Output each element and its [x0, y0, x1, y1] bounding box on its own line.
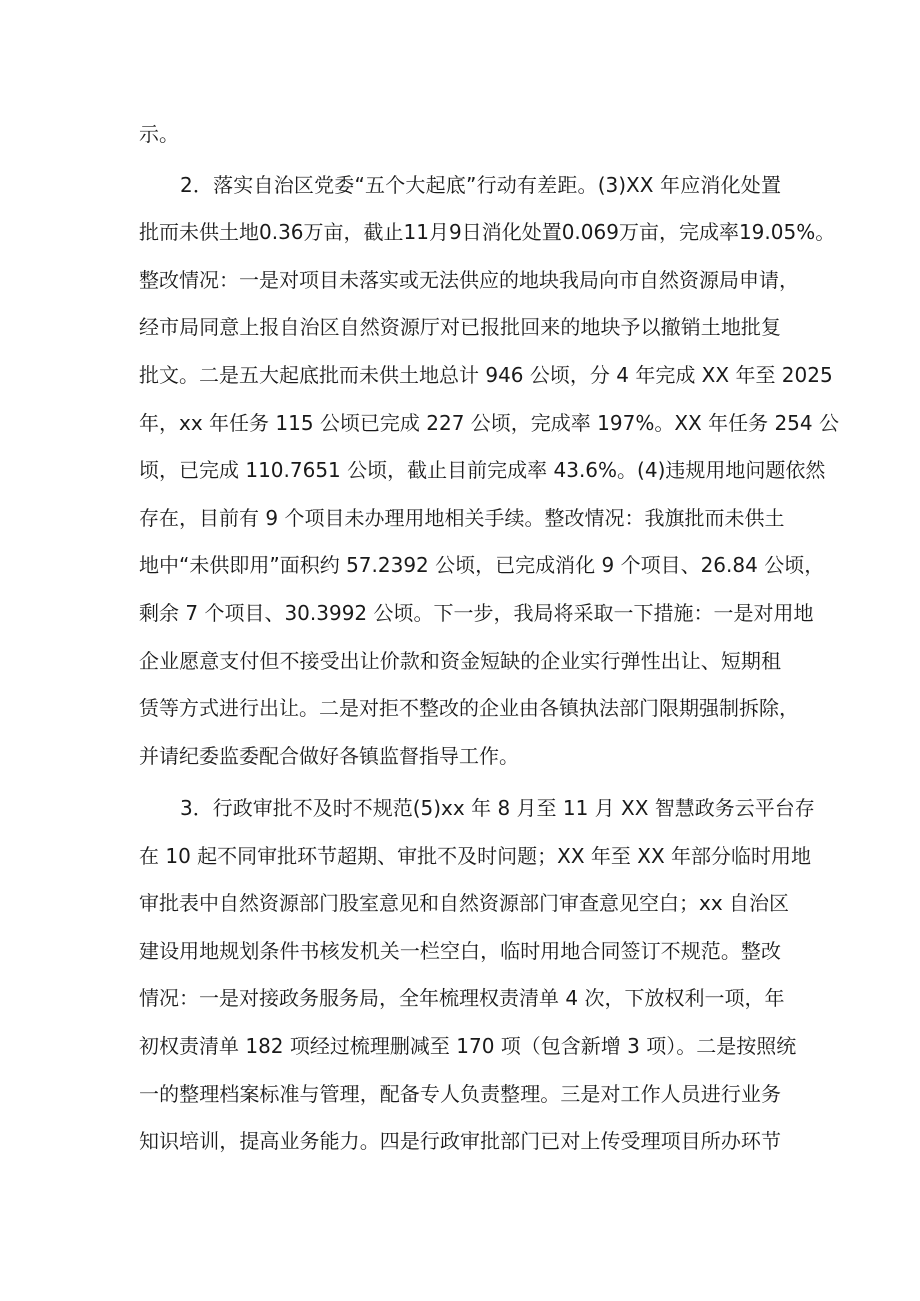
text-line-4: 整改情况：一是对项目未落实或无法供应的地块我局向市自然资源局申请，: [139, 268, 799, 292]
text-line-10: 地中“未供即用”面积约 57.2392 公顷，已完成消化 9 个项目、26.84 公顷，: [139, 553, 825, 577]
text-line-21: 一的整理档案标准与管理，配备专人负责整理。三是对工作人员进行业务: [139, 1082, 781, 1106]
text-line-20: 初权责清单 182 项经过梳理删减至 170 项（包含新增 3 项）。二是按照统: [139, 1034, 797, 1058]
text-line-1: 示。: [139, 122, 179, 146]
text-line-22: 知识培训，提高业务能力。四是行政审批部门已对上传受理项目所办环节: [139, 1129, 781, 1153]
text-line-19: 情况：一是对接政务服务局，全年梳理权责清单 4 次，下放权利一项，年: [139, 986, 785, 1010]
text-line-13: 赁等方式进行出让。二是对拒不整改的企业由各镇执法部门限期强制拆除，: [139, 696, 799, 720]
text-line-3: 批而未供土地0.36万亩，截止11月9日消化处置0.069万亩，完成率19.05%。: [139, 220, 836, 244]
text-line-11: 剩余 7 个项目、30.3992 公顷。下一步，我局将采取一下措施：一是对用地: [139, 601, 814, 625]
text-line-7: 年，xx 年任务 115 公顷已完成 227 公顷，完成率 197%。XX 年任务 254 公: [139, 411, 839, 435]
text-line-14: 并请纪委监委配合做好各镇监督指导工作。: [139, 744, 519, 768]
text-line-16: 在 10 起不同审批环节超期、审批不及时问题；XX 年至 XX 年部分临时用地: [139, 844, 812, 868]
text-line-12: 企业愿意支付但不接受出让价款和资金短缺的企业实行弹性出让、短期租: [139, 649, 781, 673]
text-line-2: 2．落实自治区党委“五个大起底”行动有差距。(3)XX 年应消化处置: [180, 173, 781, 197]
text-line-9: 存在，目前有 9 个项目未办理用地相关手续。整改情况：我旗批而未供土: [139, 506, 785, 530]
text-line-17: 审批表中自然资源部门股室意见和自然资源部门审查意见空白；xx 自治区: [139, 891, 790, 915]
text-line-6: 批文。二是五大起底批而未供土地总计 946 公顷，分 4 年完成 XX 年至 2025: [139, 363, 833, 387]
text-line-5: 经市局同意上报自治区自然资源厅对已报批回来的地块予以撤销土地批复: [139, 315, 781, 339]
text-line-8: 顷，已完成 110.7651 公顷，截止目前完成率 43.6%。(4)违规用地问题依然: [139, 458, 826, 482]
text-line-15: 3．行政审批不及时不规范(5)xx 年 8 月至 11 月 XX 智慧政务云平台存: [180, 796, 815, 820]
text-line-18: 建设用地规划条件书核发机关一栏空白，临时用地合同签订不规范。整改: [139, 939, 781, 963]
